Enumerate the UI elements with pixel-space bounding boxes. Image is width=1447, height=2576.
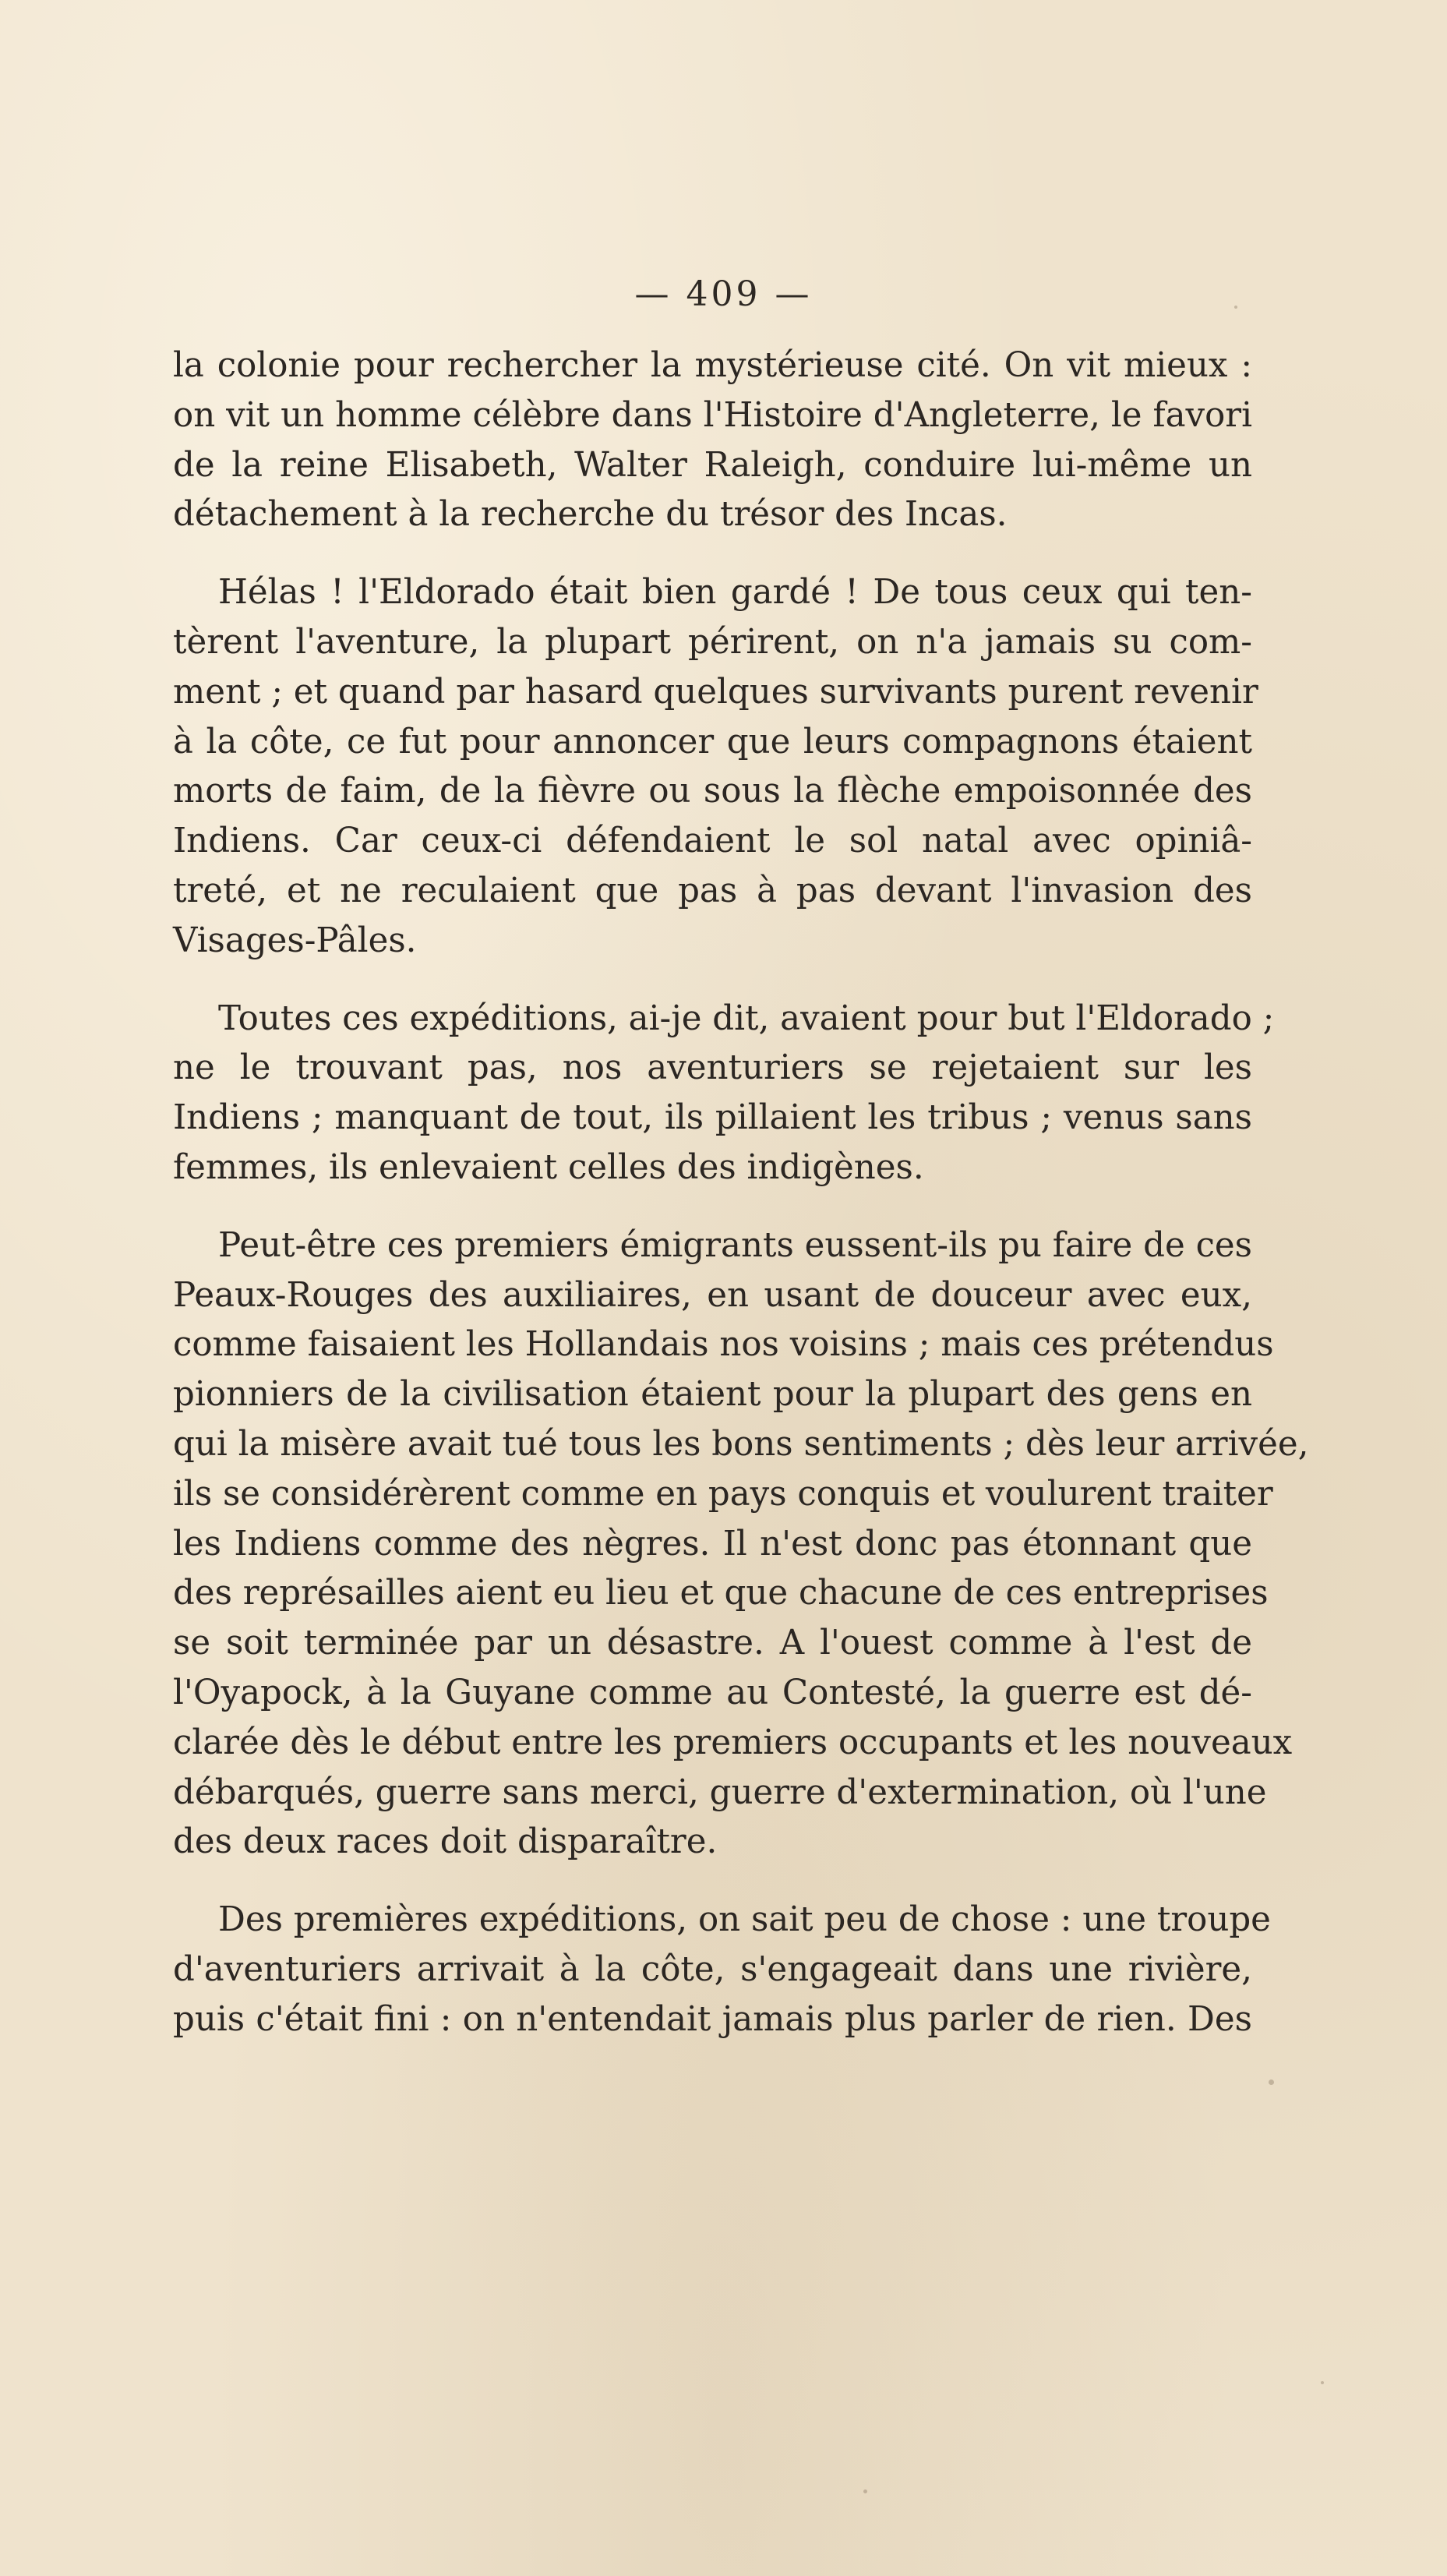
text-line: Visages-Pâles. [173, 921, 417, 960]
text-line: puis c'était fini : on n'entendait jamais plus parler de rien. Des [173, 1999, 1252, 2039]
text-line: d'aventuriers arrivait à la côte, s'engageait dans une rivière, [173, 1949, 1252, 1989]
paper-speck [1234, 306, 1237, 309]
text-line: Toutes ces expéditions, ai-je dit, avaient pour but l'Eldorado ; [218, 998, 1275, 1038]
text-line: Des premières expéditions, on sait peu de chose : une troupe [218, 1900, 1271, 1940]
paragraph-5 [173, 1896, 1271, 2044]
text-line: ils se considérèrent comme en pays conquis et voulurent traiter [173, 1474, 1273, 1514]
text-line: se soit terminée par un désastre. A l'ouest comme à l'est de [173, 1624, 1252, 1663]
paragraph-1 [173, 341, 1252, 540]
text-line: Indiens. Car ceux-ci défendaient le sol natal avec opiniâ- [173, 822, 1252, 861]
text-line: treté, et ne reculaient que pas à pas devant l'invasion des [173, 871, 1252, 910]
text-line: Indiens ; manquant de tout, ils pillaient les tribus ; venus sans [173, 1098, 1252, 1138]
text-line: débarqués, guerre sans merci, guerre d'extermination, où l'une [173, 1772, 1267, 1812]
text-line: détachement à la recherche du trésor des Incas. [173, 495, 1008, 535]
text-line: comme faisaient les Hollandais nos voisins ; mais ces prétendus [173, 1325, 1274, 1365]
text-line: tèrent l'aventure, la plupart périrent, on n'a jamais su com- [173, 622, 1252, 662]
text-line: Peut-être ces premiers émigrants eussent-ils pu faire de ces [218, 1225, 1252, 1265]
page-number: — 409 — [634, 274, 813, 314]
paragraph-3 [173, 995, 1275, 1193]
text-line: morts de faim, de la fièvre ou sous la flèche empoisonnée des [173, 772, 1252, 811]
paragraph-4 [173, 1221, 1309, 1868]
paragraph-2 [173, 568, 1258, 966]
paper-speck [1321, 2381, 1324, 2384]
text-line: à la côte, ce fut pour annoncer que leurs compagnons étaient [173, 722, 1252, 761]
text-line: pionniers de la civilisation étaient pour la plupart des gens en [173, 1375, 1252, 1415]
text-line: les Indiens comme des nègres. Il n'est donc pas étonnant que [173, 1524, 1252, 1564]
text-line: clarée dès le début entre les premiers occupants et les nouveaux [173, 1723, 1293, 1762]
text-line: Hélas ! l'Eldorado était bien gardé ! De tous ceux qui ten- [218, 573, 1252, 613]
text-line: des deux races doit disparaître. [173, 1822, 718, 1862]
text-line: femmes, ils enlevaient celles des indigènes. [173, 1147, 924, 1187]
text-line: des représailles aient eu lieu et que chacune de ces entreprises [173, 1574, 1269, 1613]
text-line: on vit un homme célèbre dans l'Histoire d'Angleterre, le favori [173, 395, 1252, 435]
text-line: de la reine Elisabeth, Walter Raleigh, conduire lui-même un [173, 445, 1252, 485]
text-line: Peaux-Rouges des auxiliaires, en usant de douceur avec eux, [173, 1275, 1252, 1315]
body-text [173, 341, 1309, 2073]
paper-speck [1269, 2080, 1274, 2085]
text-line: qui la misère avait tué tous les bons sentiments ; dès leur arrivée, [173, 1424, 1309, 1464]
paper-speck [863, 2489, 867, 2493]
text-line: ne le trouvant pas, nos aventuriers se rejetaient sur les [173, 1048, 1252, 1088]
text-line: la colonie pour rechercher la mystérieuse cité. On vit mieux : [173, 346, 1252, 385]
text-line: l'Oyapock, à la Guyane comme au Contesté, la guerre est dé- [173, 1673, 1252, 1712]
text-line: ment ; et quand par hasard quelques survivants purent revenir [173, 672, 1258, 712]
